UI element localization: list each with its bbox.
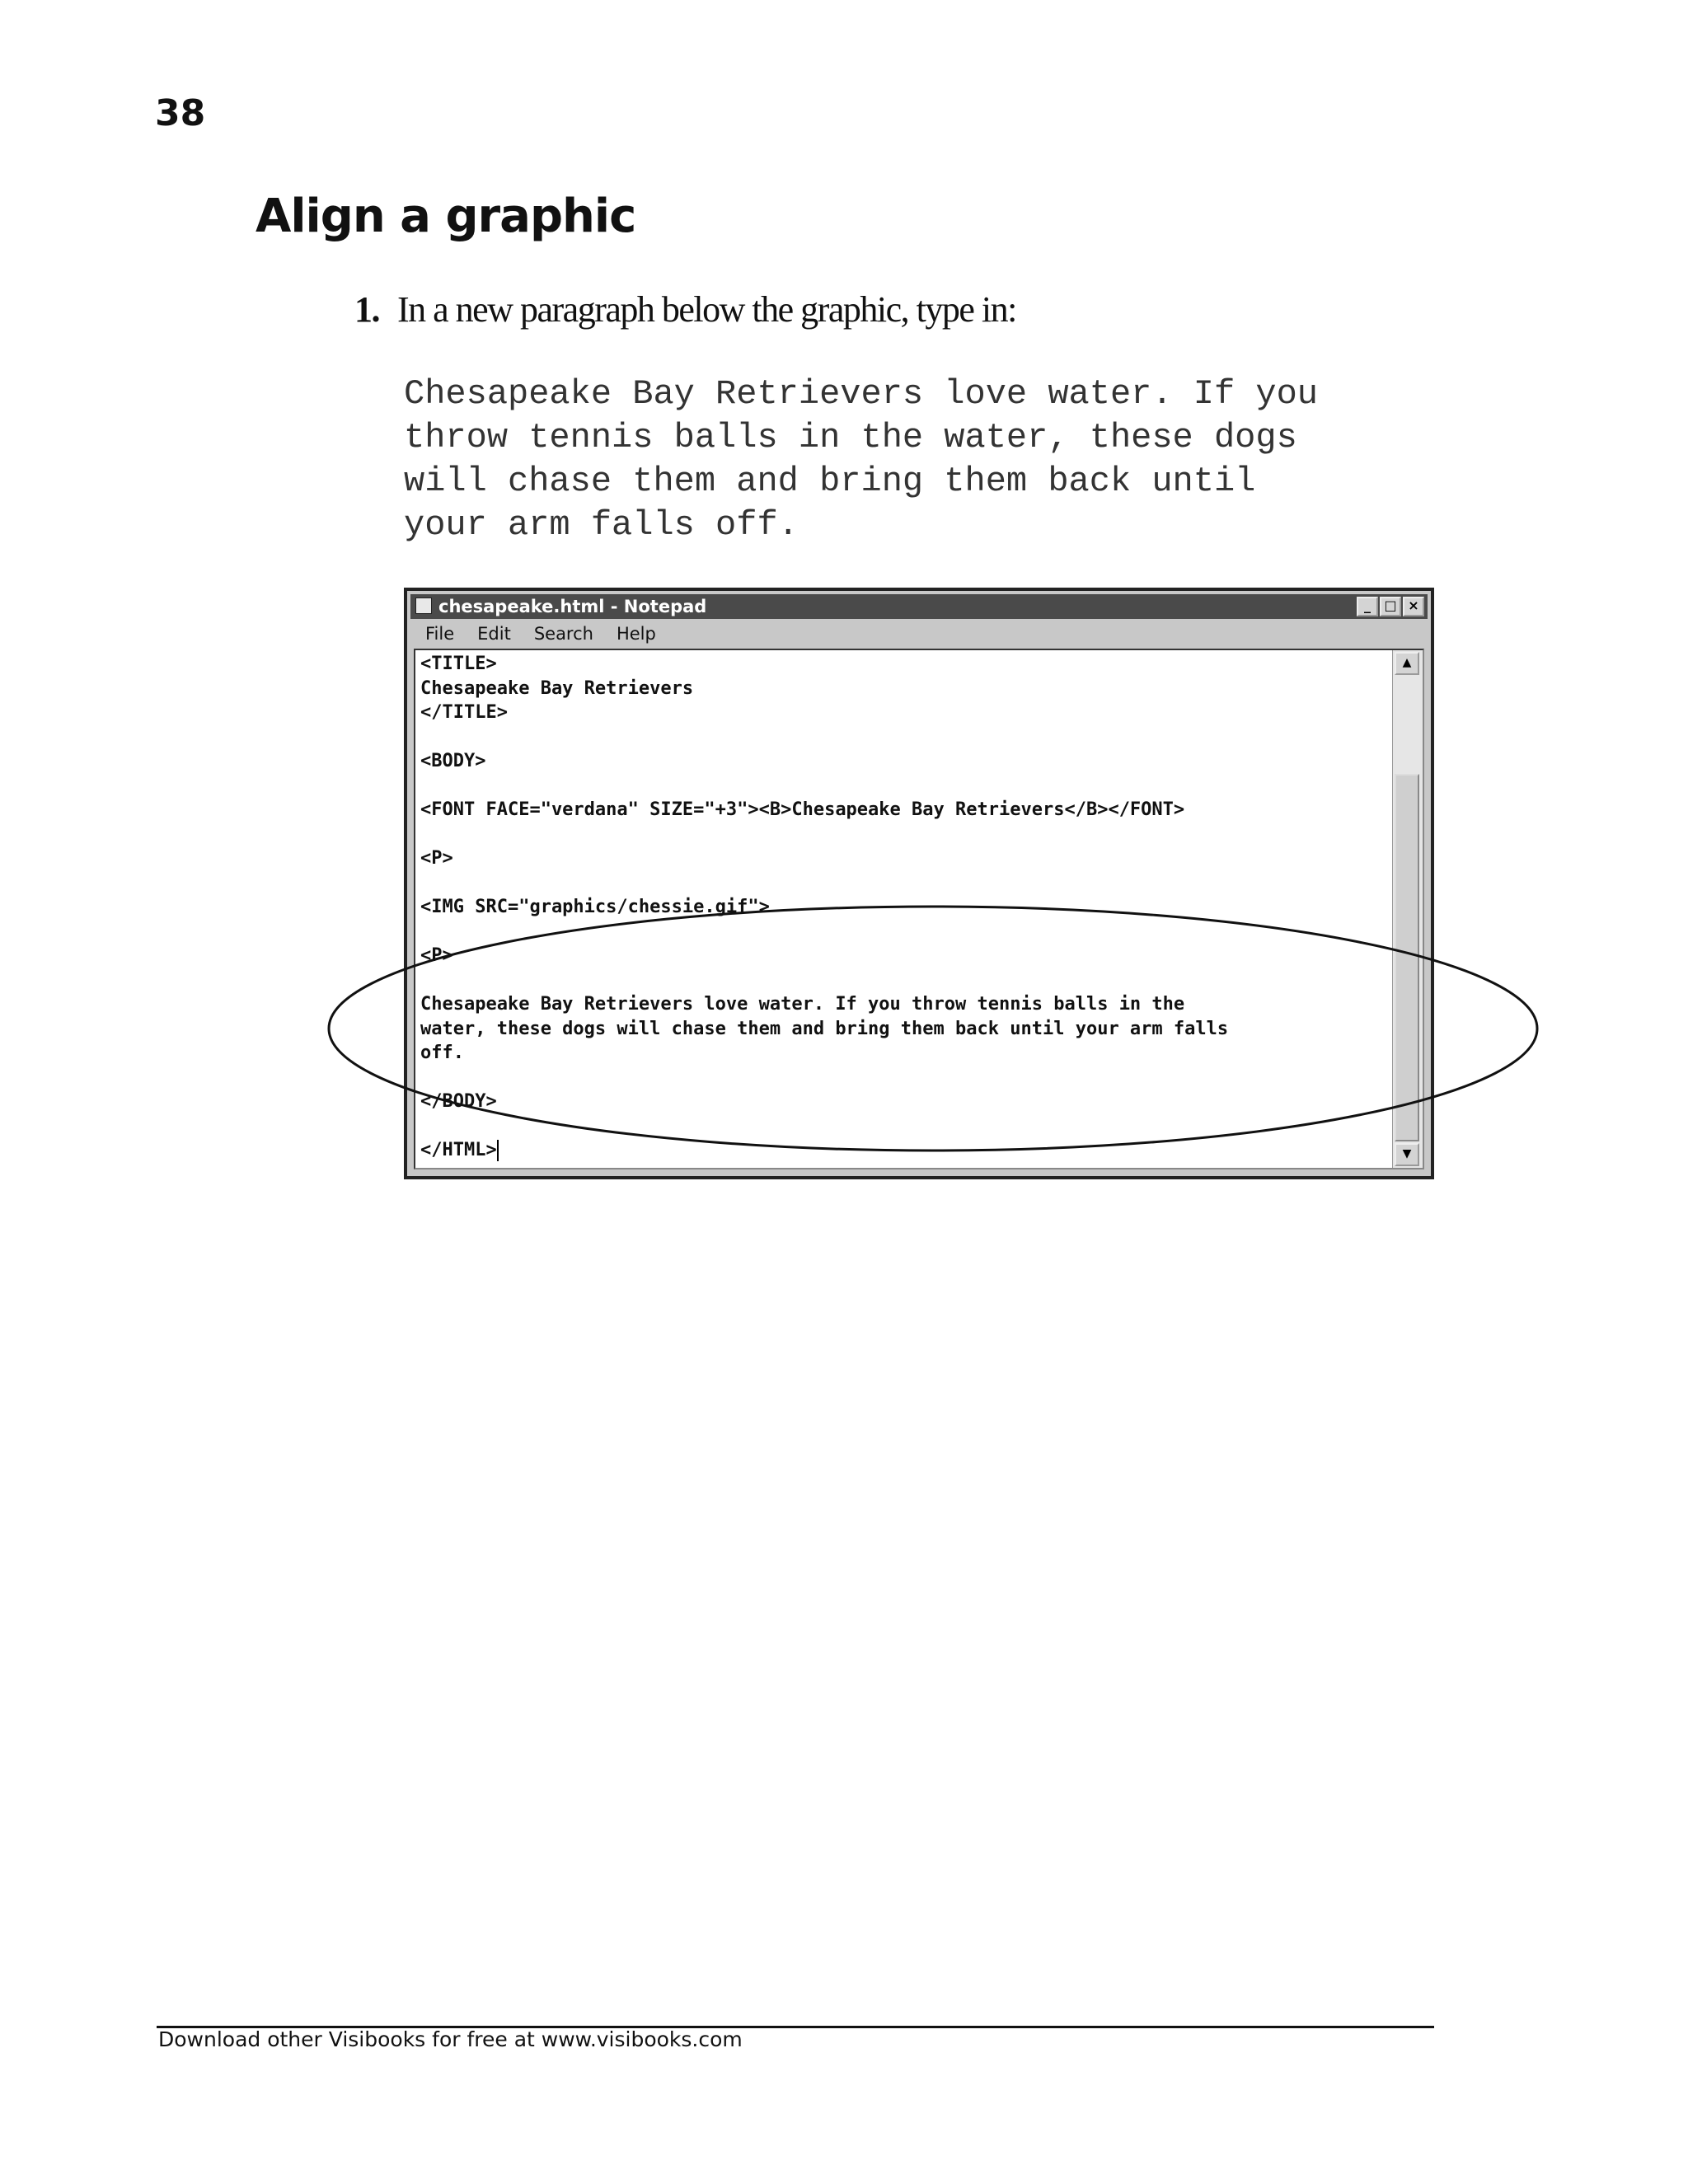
text-caret [497,1140,499,1161]
step-text: In a new paragraph below the graphic, type in: [397,289,1016,330]
scroll-up-button[interactable]: ▲ [1395,652,1419,675]
window-title: chesapeake.html - Notepad [438,597,707,616]
code-content: <TITLE> Chesapeake Bay Retrievers </TITLE> <BODY> <FONT FACE="verdana" SIZE="+3"><B>Chesapeake Bay Retrievers</B></FONT> <P> <IMG SRC="graphics/chessie.gif"> <P> Chesapeake Bay Retrievers love water. If you throw tennis balls in the water, these dogs will chase them and bring them back until your arm falls off. </BODY> </HTML> [420,654,1229,1160]
close-button[interactable]: × [1403,597,1424,616]
step-number: 1. [354,289,379,330]
maximize-button[interactable]: □ [1380,597,1401,616]
text-editor[interactable] [414,649,1424,1169]
scroll-down-button[interactable]: ▼ [1395,1143,1419,1166]
menu-file[interactable]: File [425,624,455,644]
scroll-thumb[interactable] [1395,774,1419,1141]
notepad-window [404,588,1434,1179]
page-heading: Align a graphic [256,190,636,243]
minimize-button[interactable]: _ [1357,597,1378,616]
type-in-text: Chesapeake Bay Retrievers love water. If you throw tennis balls in the water, these dogs will chase them and bring them back until your arm falls off. [404,374,1318,545]
code-text[interactable] [420,652,1386,1163]
footer-text: Download other Visibooks for free at www.visibooks.com [158,2027,743,2051]
menu-help[interactable]: Help [616,624,656,644]
vertical-scrollbar[interactable] [1392,650,1423,1168]
step-1 [354,288,1016,330]
menu-search[interactable]: Search [533,624,593,644]
notepad-icon [415,598,432,614]
title-bar[interactable] [410,594,1428,619]
page-number: 38 [155,92,206,134]
menu-bar [410,621,1428,647]
window-controls [1357,597,1424,616]
menu-edit[interactable]: Edit [477,624,511,644]
